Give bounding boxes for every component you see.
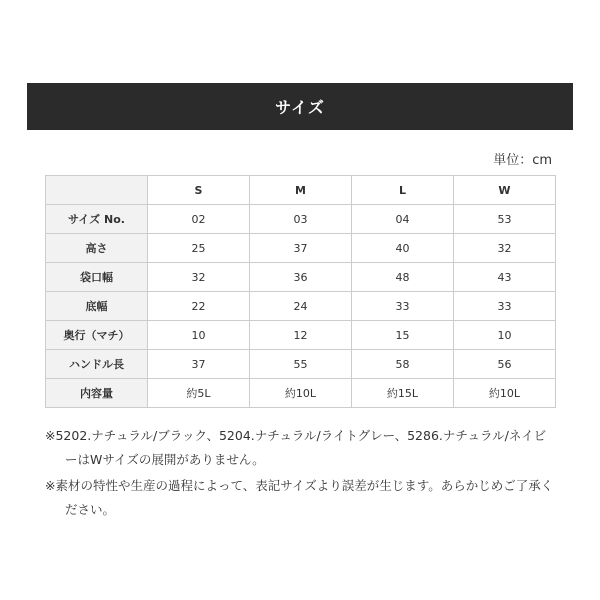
table-cell: 04	[352, 205, 454, 234]
table-cell: 約10L	[454, 379, 556, 408]
note-text: ※素材の特性や生産の過程によって、表記サイズより誤差が生じます。あらかじめご了承ください。	[45, 478, 554, 517]
table-cell: 22	[148, 292, 250, 321]
table-row	[46, 321, 556, 350]
row-label: サイズ No.	[46, 205, 148, 234]
size-table	[45, 175, 556, 408]
column-header: W	[454, 176, 556, 205]
section-title-bar	[27, 83, 573, 130]
table-cell: 12	[250, 321, 352, 350]
row-label: 底幅	[46, 292, 148, 321]
table-cell: 37	[250, 234, 352, 263]
table-row	[46, 350, 556, 379]
table-cell: 約5L	[148, 379, 250, 408]
corner-cell	[46, 176, 148, 205]
notes	[45, 424, 557, 524]
table-row	[46, 379, 556, 408]
table-row	[46, 234, 556, 263]
row-label: 袋口幅	[46, 263, 148, 292]
table-row	[46, 292, 556, 321]
unit-label: 単位：cm	[493, 153, 552, 168]
table-cell: 32	[148, 263, 250, 292]
table-cell: 55	[250, 350, 352, 379]
column-header: S	[148, 176, 250, 205]
table-cell: 10	[454, 321, 556, 350]
table-cell: 03	[250, 205, 352, 234]
table-cell: 10	[148, 321, 250, 350]
column-header: M	[250, 176, 352, 205]
table-cell: 32	[454, 234, 556, 263]
table-cell: 53	[454, 205, 556, 234]
note-text: ※5202.ナチュラル/ブラック、5204.ナチュラル/ライトグレー、5286.ナチュラル/ネイビーはWサイズの展開がありません。	[45, 428, 547, 467]
table-cell: 33	[454, 292, 556, 321]
table-cell: 25	[148, 234, 250, 263]
table-cell: 37	[148, 350, 250, 379]
row-label: 奥行（マチ）	[46, 321, 148, 350]
row-label: 高さ	[46, 234, 148, 263]
row-label: 内容量	[46, 379, 148, 408]
size-table-header-row	[46, 176, 556, 205]
table-cell: 15	[352, 321, 454, 350]
column-header: L	[352, 176, 454, 205]
table-cell: 24	[250, 292, 352, 321]
table-cell: 約10L	[250, 379, 352, 408]
table-row	[46, 263, 556, 292]
row-label: ハンドル長	[46, 350, 148, 379]
table-cell: 33	[352, 292, 454, 321]
table-cell: 02	[148, 205, 250, 234]
table-cell: 48	[352, 263, 454, 292]
table-cell: 40	[352, 234, 454, 263]
section-title: サイズ	[275, 98, 325, 117]
table-cell: 約15L	[352, 379, 454, 408]
table-cell: 36	[250, 263, 352, 292]
table-cell: 56	[454, 350, 556, 379]
table-row	[46, 205, 556, 234]
table-cell: 58	[352, 350, 454, 379]
table-cell: 43	[454, 263, 556, 292]
